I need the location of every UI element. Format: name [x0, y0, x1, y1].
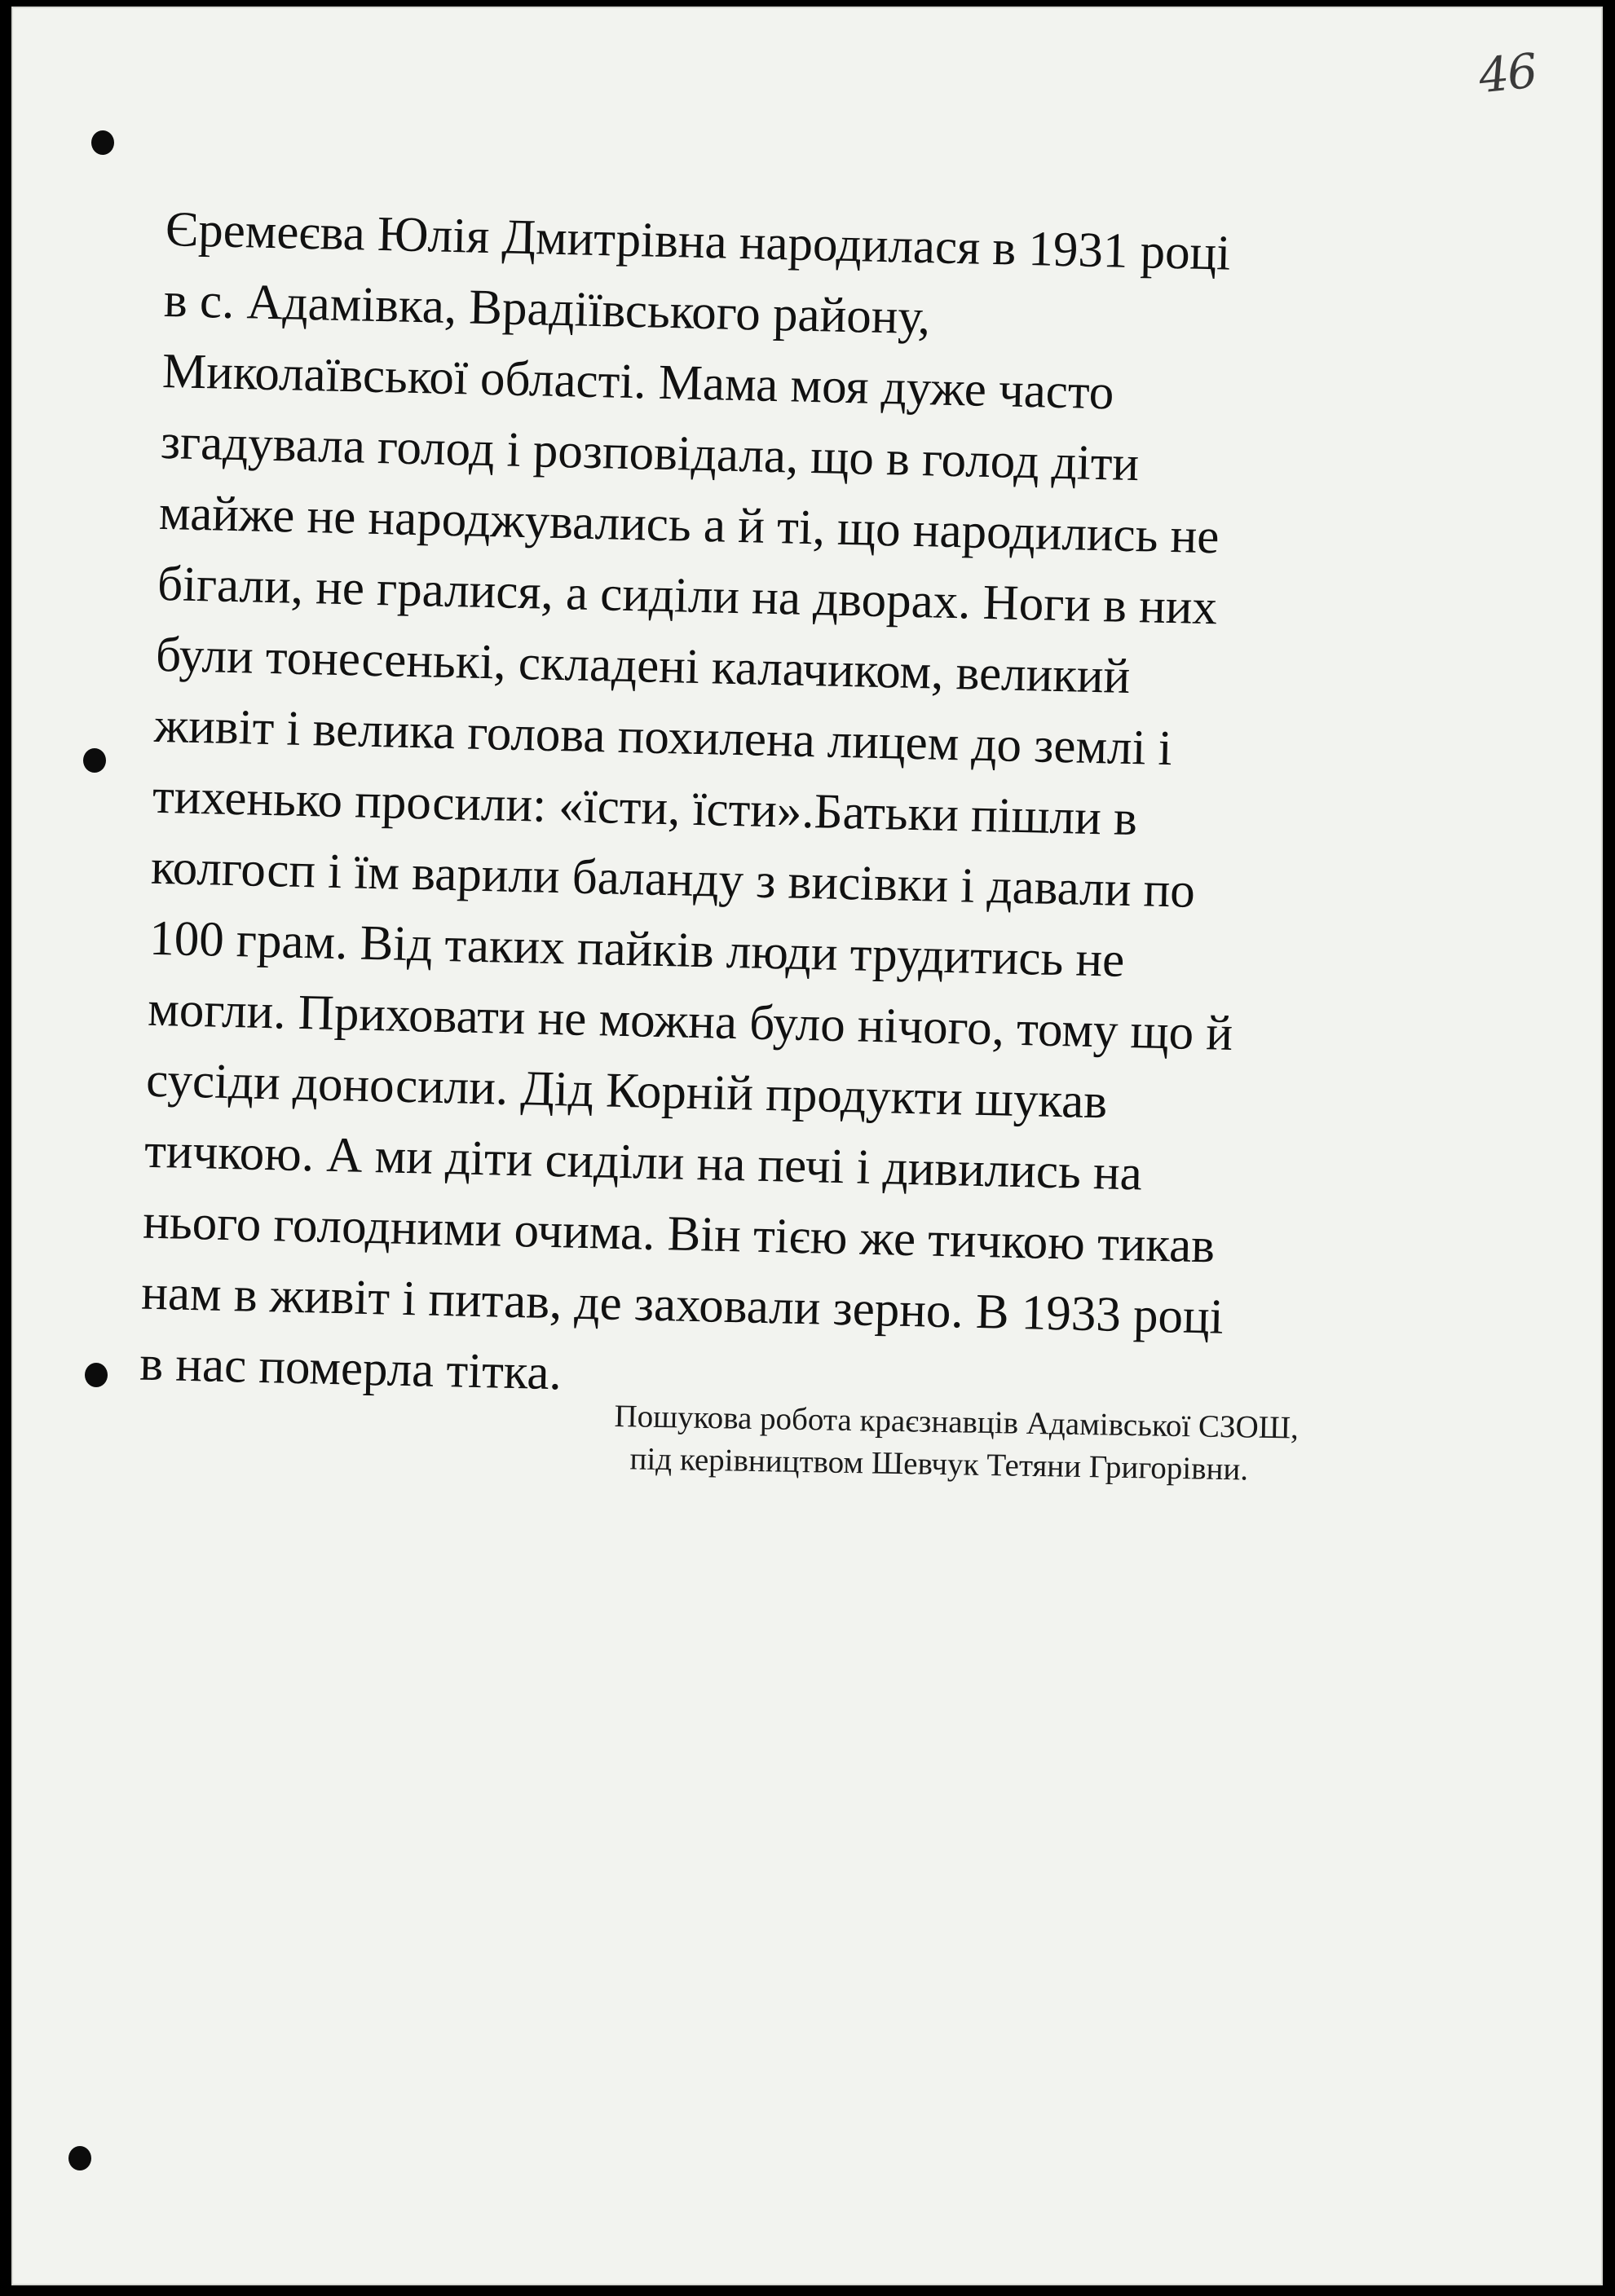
text-line: майже не народжувались а й ті, що народились не [158, 485, 1220, 565]
text-line: могли. Приховати не можна було нічого, тому що й [147, 981, 1233, 1061]
punch-hole [85, 1363, 108, 1387]
text-line: в нас померла тітка. [139, 1336, 563, 1401]
text-line: згадувала голод і розповідала, що в голод діти [160, 414, 1140, 492]
text-line: нього голодними очима. Він тією же тичкою тикав [142, 1194, 1216, 1274]
credit-line: Пошукова робота краєзнавців Адамівської СЗОШ, [614, 1398, 1300, 1446]
punch-hole [68, 2146, 91, 2170]
text-line: тихенько просили: «їсти, їсти».Батьки пішли в [152, 769, 1138, 847]
punch-hole [91, 130, 114, 155]
text-line: живіт і велика голова похилена лицем до землі і [153, 698, 1173, 777]
credit-note [613, 1395, 1511, 1496]
text-line: були тонесенькі, складені калачиком, великий [155, 627, 1131, 704]
text-line: Єремеєва Юлія Дмитрівна народилася в 1931 році [165, 201, 1231, 281]
paper-sheet [11, 7, 1603, 2285]
handwritten-page-number: 46 [1476, 42, 1539, 104]
text-line: в с. Адамівка, Врадіївського району, [163, 272, 931, 346]
credit-line: під керівництвом Шевчук Тетяни Григорівни. [629, 1441, 1249, 1487]
text-line: колгосп і їм варили баланду з висівки і давали по [150, 840, 1196, 919]
text-line: тичкою. А ми діти сиділи на печі і дивились на [143, 1123, 1143, 1201]
text-line: бігали, не гралися, а сиділи на дворах. Ноги в них [157, 556, 1218, 636]
punch-hole [83, 748, 106, 773]
text-line: сусіди доносили. Дід Корній продукти шукав [145, 1052, 1108, 1130]
testimony-text [139, 194, 1551, 1430]
text-line: 100 грам. Від таких пайків люди трудитись не [148, 910, 1126, 988]
text-line: нам в живіт і питав, де заховали зерно. В 1933 році [140, 1265, 1224, 1345]
text-line: Миколаївської області. Мама моя дуже часто [161, 343, 1115, 421]
